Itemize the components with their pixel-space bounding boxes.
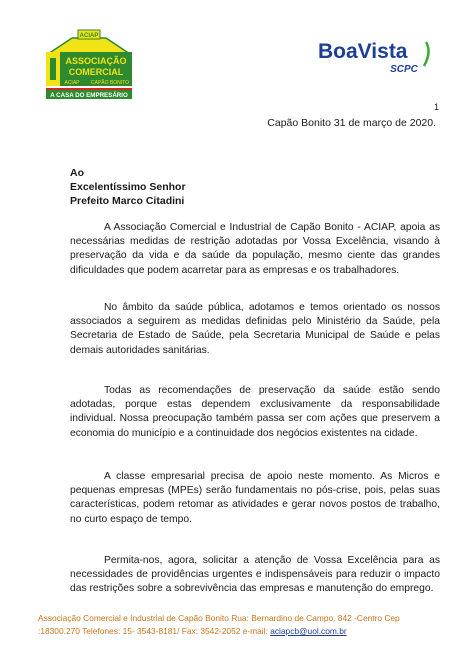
letter-paragraph	[70, 221, 440, 278]
page-number: 1	[434, 102, 440, 112]
aciap-logo-top-text: ACIAP	[79, 33, 99, 39]
letter-paragraph	[70, 470, 440, 527]
letter-paragraph	[70, 301, 440, 358]
boavista-swoosh-icon	[424, 42, 429, 66]
aciap-logo-graphic	[42, 28, 136, 110]
aciap-logo	[42, 28, 136, 110]
letter-paragraph	[70, 554, 440, 597]
aciap-logo-banner: A CASA DO EMPRESÁRIO	[50, 92, 128, 99]
paragraph-text: Permita-nos, agora, solicitar a atenção de Vossa Excelência para as necessidades de providências urgentes e indispensáveis para reduzir o impacto das restrições sobre a sobrevivência das empresas e manutenção do emprego.	[70, 555, 440, 595]
footer-email-link[interactable]: aciapcb@uol.com.br	[270, 626, 347, 636]
paragraph-text: No âmbito da saúde pública, adotamos e temos orientado os nossos associados a seguirem as medidas definidas pelo Ministério da Saúde, pela Secretaria de Estado de Saúde, pela Secretaria Municipal de Saúde e pelas demais autoridades sanitárias.	[70, 302, 440, 356]
letter-paragraph	[70, 384, 440, 441]
letter-date: Capão Bonito 31 de março de 2020.	[267, 117, 436, 129]
footer	[38, 612, 438, 638]
addressee-block	[70, 166, 186, 208]
addressee-line: Ao	[70, 167, 84, 179]
aciap-logo-sub-left: ACIAP	[64, 80, 80, 86]
boavista-logo	[316, 36, 432, 82]
aciap-logo-sub-right: CAPÃO BONITO	[91, 80, 129, 86]
footer-contact	[38, 625, 438, 638]
boavista-logo-graphic	[316, 36, 432, 82]
aciap-logo-line1: ASSOCIAÇÃO	[65, 56, 127, 66]
footer-address: Associação Comercial e Industrial de Capão Bonito Rua: Bernardino de Campo, 842 -Centro Cep	[38, 613, 400, 623]
addressee-line: Prefeito Marco Citadini	[70, 195, 185, 207]
aciap-logo-line2: COMERCIAL	[68, 67, 124, 77]
paragraph-text: Todas as recomendações de preservação da saúde estão sendo adotadas, porque estas dependem exclusivamente da responsabilidade individual. Nossa preocupação também passa ser com ações que preservem a economia do município e a continuidade dos negócios existentes na cidade.	[70, 385, 440, 439]
footer-contact-text: :18300.270 Telefones: 15- 3543-8181/ Fax: 3542-2052 e-mail:	[38, 626, 271, 636]
boavista-brand-text: BoaVista	[318, 40, 408, 63]
paragraph-text: A Associação Comercial e Industrial de Capão Bonito - ACIAP, apoia as necessárias medidas de restrição adotadas por Vossa Excelência, visando à preservação da vida e da saúde da população, mesmo ciente das grandes dificuldades que podem acarretar para as empresas e os trabalhadores.	[70, 222, 440, 276]
paragraph-text: A classe empresarial precisa de apoio neste momento. As Micros e pequenas empresas (MPEs) serão fundamentais no pós-crise, pois, pelas suas características, podem retomar as atividades e gerar novos postos de trabalho, no curto espaço de tempo.	[70, 471, 440, 525]
boavista-sub-text: SCPC	[390, 64, 418, 75]
addressee-line: Excelentíssimo Senhor	[70, 181, 186, 193]
